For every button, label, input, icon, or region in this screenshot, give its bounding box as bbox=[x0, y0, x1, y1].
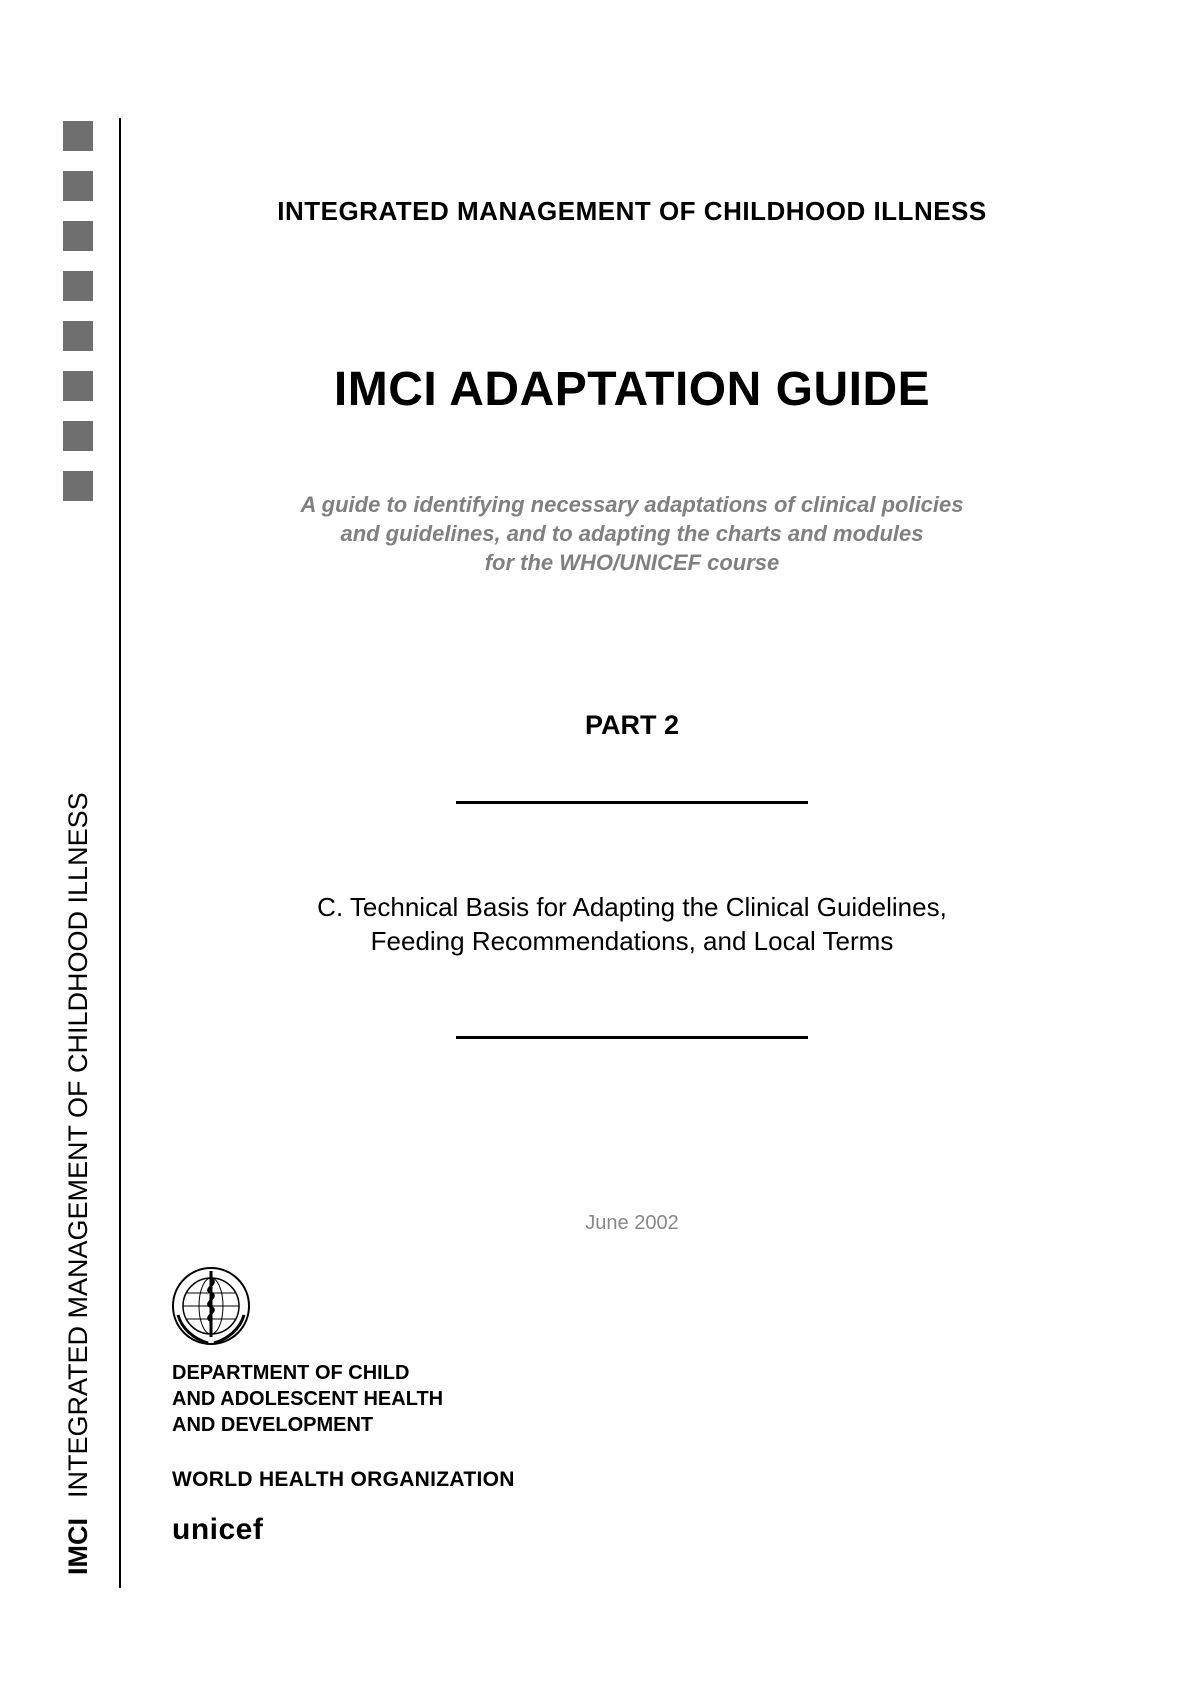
decorative-square bbox=[63, 171, 93, 201]
subtitle-line: and guidelines, and to adapting the charts and modules bbox=[340, 521, 924, 546]
vertical-divider bbox=[119, 118, 121, 1588]
publication-date: June 2002 bbox=[585, 1212, 679, 1234]
spine-abbreviation: IMCI bbox=[63, 1518, 93, 1575]
decorative-squares bbox=[63, 121, 93, 521]
section-title bbox=[150, 890, 1114, 958]
decorative-square bbox=[63, 271, 93, 301]
document-subtitle bbox=[150, 490, 1114, 577]
organization-program-title: INTEGRATED MANAGEMENT OF CHILDHOOD ILLNESS bbox=[277, 196, 987, 226]
part-label: PART 2 bbox=[584, 710, 679, 740]
department-name bbox=[172, 1360, 443, 1438]
decorative-square bbox=[63, 221, 93, 251]
spine-title bbox=[60, 792, 96, 1575]
decorative-square bbox=[63, 371, 93, 401]
partner-name: unicef bbox=[172, 1513, 264, 1546]
decorative-square bbox=[63, 471, 93, 501]
horizontal-rule bbox=[456, 801, 808, 804]
department-line: AND ADOLESCENT HEALTH bbox=[172, 1388, 444, 1410]
horizontal-rule bbox=[456, 1036, 808, 1039]
decorative-square bbox=[63, 421, 93, 451]
who-emblem-icon bbox=[170, 1265, 252, 1347]
organization-name: WORLD HEALTH ORGANIZATION bbox=[172, 1468, 515, 1491]
decorative-square bbox=[63, 121, 93, 151]
document-title: IMCI ADAPTATION GUIDE bbox=[333, 363, 931, 416]
section-line: Feeding Recommendations, and Local Terms bbox=[370, 926, 894, 956]
section-line: C. Technical Basis for Adapting the Clinical Guidelines, bbox=[317, 892, 947, 922]
spine-text: INTEGRATED MANAGEMENT OF CHILDHOOD ILLNESS bbox=[63, 792, 93, 1498]
department-line: AND DEVELOPMENT bbox=[172, 1414, 374, 1436]
department-line: DEPARTMENT OF CHILD bbox=[172, 1362, 410, 1384]
decorative-square bbox=[63, 321, 93, 351]
subtitle-line: for the WHO/UNICEF course bbox=[484, 550, 780, 575]
subtitle-line: A guide to identifying necessary adaptations of clinical policies bbox=[300, 492, 964, 517]
